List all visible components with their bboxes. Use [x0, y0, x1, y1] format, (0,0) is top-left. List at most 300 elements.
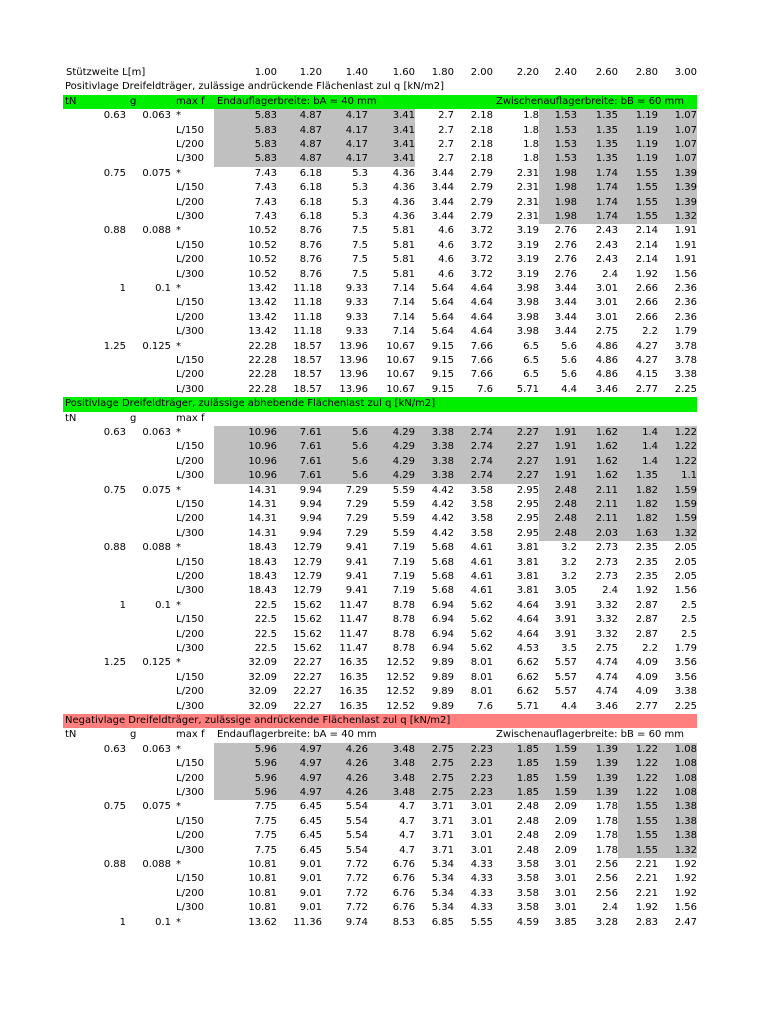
maxf-value: L/300 — [176, 700, 205, 712]
load-value: 1.91 — [539, 440, 577, 454]
load-value: 6.94 — [431, 628, 454, 640]
load-value: 8.78 — [392, 628, 415, 640]
load-value: 13.96 — [339, 383, 368, 395]
tn-value: 1 — [119, 599, 126, 611]
load-value: 3.19 — [516, 268, 539, 280]
load-value: 2.56 — [595, 873, 618, 885]
load-value: 5.34 — [431, 859, 454, 870]
load-value: 4.86 — [595, 340, 618, 352]
load-value: 3.44 — [431, 167, 454, 179]
load-value: 2.21 — [635, 859, 658, 870]
load-value: 7.14 — [392, 297, 415, 309]
load-value: 1.35 — [577, 124, 618, 138]
load-value: 15.62 — [293, 599, 322, 611]
load-value: 3.2 — [561, 542, 577, 554]
load-value: 7.5 — [352, 268, 368, 280]
load-value: 1.91 — [539, 426, 577, 440]
load-value: 12.52 — [386, 686, 415, 698]
table-row — [63, 282, 697, 296]
load-value: 1.22 — [658, 455, 697, 469]
load-value: 2.79 — [470, 196, 493, 208]
load-value: 5.81 — [392, 268, 415, 280]
load-value: 5.71 — [516, 383, 539, 395]
table-row — [63, 685, 697, 699]
load-value: 32.09 — [248, 671, 277, 683]
load-value: 2.23 — [454, 786, 493, 800]
load-value: 5.34 — [431, 887, 454, 899]
load-value: 3.46 — [595, 700, 618, 712]
load-value: 5.68 — [431, 556, 454, 568]
load-value: 2.35 — [635, 556, 658, 568]
load-value: 2.25 — [674, 700, 697, 712]
load-value: 6.62 — [516, 657, 539, 669]
load-value: 2.79 — [470, 167, 493, 179]
maxf-value: L/200 — [176, 772, 205, 784]
load-value: 4.09 — [635, 686, 658, 698]
table-row — [63, 469, 697, 483]
load-value: 2.4 — [602, 268, 618, 280]
load-value: 3.58 — [516, 859, 539, 870]
load-value: 8.78 — [392, 614, 415, 626]
g-value: 0.063 — [142, 427, 171, 438]
load-value: 2.75 — [415, 772, 454, 786]
load-value: 3.48 — [368, 772, 415, 786]
load-value: 1.22 — [658, 440, 697, 454]
load-value: 13.42 — [248, 297, 277, 309]
load-value: 1.39 — [577, 786, 618, 800]
load-value: 2.87 — [635, 599, 658, 611]
load-value: 3.01 — [595, 311, 618, 323]
column-header-row — [63, 412, 697, 426]
load-value: 4.29 — [368, 426, 415, 440]
load-value: 7.19 — [392, 556, 415, 568]
load-value: 10.52 — [248, 225, 277, 237]
load-value: 9.74 — [345, 916, 368, 928]
load-value: 1.98 — [539, 196, 577, 210]
load-value: 18.43 — [248, 585, 277, 597]
tn-value: 0.63 — [103, 110, 126, 122]
load-value: 3.38 — [674, 686, 697, 698]
table-row — [63, 901, 697, 915]
maxf-value: L/150 — [176, 499, 205, 510]
load-value: 4.97 — [277, 743, 322, 757]
maxf-value: L/200 — [176, 455, 205, 467]
load-value: 5.62 — [470, 628, 493, 640]
load-value: 2.48 — [516, 815, 539, 827]
maxf-value: * — [176, 484, 181, 496]
load-value: 2.76 — [554, 225, 577, 237]
load-value: 5.54 — [345, 844, 368, 856]
load-value: 5.3 — [352, 196, 368, 208]
load-value: 2.73 — [595, 542, 618, 554]
load-value: 3.01 — [595, 297, 618, 309]
load-value: 1.62 — [577, 469, 618, 483]
col-maxf-header: max f — [176, 95, 205, 107]
load-value: 2.48 — [539, 484, 577, 498]
load-value: 1.53 — [539, 124, 577, 138]
column-header-row — [63, 728, 697, 742]
load-value: 12.79 — [293, 585, 322, 597]
maxf-value: L/300 — [176, 585, 205, 597]
load-value: 3.32 — [595, 599, 618, 611]
load-value: 7.29 — [345, 527, 368, 539]
load-value: 7.72 — [345, 902, 368, 914]
load-value: 2.95 — [516, 513, 539, 525]
load-value: 5.6 — [561, 340, 577, 352]
load-value: 1.55 — [618, 210, 658, 224]
load-value: 1.19 — [618, 138, 658, 152]
load-value: 10.67 — [386, 369, 415, 381]
table-row — [63, 541, 697, 555]
load-value: 1.78 — [595, 815, 618, 827]
load-value: 3.48 — [368, 786, 415, 800]
load-value: 1.8 — [523, 124, 539, 136]
load-value: 8.76 — [299, 225, 322, 237]
load-value: 11.47 — [339, 599, 368, 611]
load-value: 1.92 — [674, 887, 697, 899]
section-title: Positivlage Dreifeldträger, zulässige abhebende Flächenlast zul q [kN/m2] — [65, 398, 436, 410]
load-value: 7.43 — [254, 182, 277, 194]
load-value: 7.6 — [477, 383, 493, 395]
load-value: 1.53 — [539, 138, 577, 152]
load-value: 4.4 — [561, 383, 577, 395]
span-value: 1.40 — [345, 67, 368, 78]
table-row — [63, 340, 697, 354]
load-value: 9.89 — [431, 686, 454, 698]
load-value: 3.01 — [554, 887, 577, 899]
g-value: 0.075 — [142, 484, 171, 496]
load-value: 1.56 — [674, 585, 697, 597]
load-value: 9.94 — [299, 527, 322, 539]
maxf-value: * — [176, 110, 181, 122]
load-value: 9.41 — [345, 542, 368, 554]
load-value: 3.01 — [554, 902, 577, 914]
load-value: 2.66 — [635, 311, 658, 323]
load-value: 1.19 — [618, 124, 658, 138]
load-value: 22.27 — [293, 686, 322, 698]
load-value: 1.4 — [618, 455, 658, 469]
load-value: 2.03 — [577, 527, 618, 541]
load-value: 2.18 — [470, 110, 493, 122]
load-value: 5.6 — [322, 455, 368, 469]
load-value: 22.27 — [293, 700, 322, 712]
load-value: 3.98 — [516, 283, 539, 294]
load-value: 1.38 — [658, 800, 697, 814]
load-value: 22.5 — [254, 643, 277, 654]
maxf-value: * — [176, 916, 181, 928]
load-value: 10.96 — [214, 469, 277, 483]
load-value: 4.87 — [277, 109, 322, 123]
load-value: 2.4 — [602, 902, 618, 914]
load-value: 2.75 — [415, 757, 454, 771]
load-value: 5.6 — [561, 369, 577, 381]
load-value: 1.85 — [493, 772, 539, 786]
load-value: 5.64 — [431, 326, 454, 338]
load-value: 4.87 — [277, 152, 322, 166]
maxf-value: L/300 — [176, 643, 205, 654]
load-value: 15.62 — [293, 614, 322, 626]
load-value: 3.44 — [431, 196, 454, 208]
load-value: 1.74 — [577, 181, 618, 195]
load-value: 4.26 — [322, 786, 368, 800]
table-row — [63, 253, 697, 267]
maxf-value: * — [176, 340, 181, 352]
load-value: 2.76 — [554, 268, 577, 280]
maxf-value: * — [176, 225, 181, 237]
g-value: 0.063 — [142, 110, 171, 122]
load-value: 4.36 — [392, 167, 415, 179]
table-row — [63, 296, 697, 310]
table-row — [63, 844, 697, 858]
load-value: 1.08 — [658, 772, 697, 786]
load-value: 5.6 — [322, 426, 368, 440]
load-value: 3.28 — [595, 916, 618, 928]
load-value: 1.78 — [595, 801, 618, 813]
load-value: 7.66 — [470, 355, 493, 366]
load-value: 4.33 — [470, 902, 493, 914]
load-value: 3.38 — [415, 455, 454, 469]
load-value: 6.76 — [392, 859, 415, 870]
load-value: 4.36 — [392, 196, 415, 208]
load-value: 3.41 — [368, 124, 415, 138]
load-value: 2.09 — [554, 844, 577, 856]
load-value: 2.48 — [539, 512, 577, 526]
maxf-value: L/150 — [176, 815, 205, 827]
load-value: 4.97 — [277, 786, 322, 800]
maxf-value: L/150 — [176, 873, 205, 885]
load-value: 4.64 — [516, 628, 539, 640]
maxf-value: L/300 — [176, 470, 205, 482]
load-value: 5.57 — [554, 671, 577, 683]
load-value: 13.96 — [339, 369, 368, 381]
load-value: 11.47 — [339, 614, 368, 626]
load-value: 2.05 — [674, 542, 697, 554]
load-value: 9.94 — [299, 484, 322, 496]
load-value: 10.96 — [214, 440, 277, 454]
g-value: 0.088 — [142, 542, 171, 554]
load-value: 4.42 — [431, 499, 454, 510]
load-value: 3.98 — [516, 311, 539, 323]
load-value: 5.96 — [214, 743, 277, 757]
load-value: 7.6 — [477, 700, 493, 712]
load-value: 3.72 — [470, 268, 493, 280]
load-value: 1.8 — [523, 153, 539, 165]
load-value: 5.81 — [392, 225, 415, 237]
load-value: 4.59 — [516, 916, 539, 928]
load-value: 2.27 — [493, 469, 539, 483]
load-value: 2.87 — [635, 628, 658, 640]
load-value: 3.01 — [595, 283, 618, 294]
load-value: 9.41 — [345, 556, 368, 568]
load-value: 2.77 — [635, 700, 658, 712]
load-value: 18.57 — [293, 355, 322, 366]
load-value: 12.79 — [293, 542, 322, 554]
table-row — [63, 239, 697, 253]
load-value: 5.55 — [470, 916, 493, 928]
load-value: 1.39 — [658, 196, 697, 210]
maxf-value: L/200 — [176, 887, 205, 899]
load-value: 7.43 — [254, 211, 277, 222]
load-value: 7.14 — [392, 311, 415, 323]
load-value: 1.62 — [577, 455, 618, 469]
span-value: 3.00 — [674, 67, 697, 78]
load-value: 3.44 — [431, 182, 454, 194]
g-value: 0.088 — [142, 859, 171, 870]
load-value: 10.52 — [248, 254, 277, 266]
load-value: 7.61 — [277, 455, 322, 469]
load-value: 5.54 — [345, 801, 368, 813]
load-value: 3.32 — [595, 614, 618, 626]
load-value: 16.35 — [339, 671, 368, 683]
load-value: 5.6 — [322, 469, 368, 483]
load-value: 3.56 — [674, 657, 697, 669]
load-value: 1.85 — [493, 743, 539, 757]
load-value: 5.83 — [214, 124, 277, 138]
load-value: 9.15 — [431, 355, 454, 366]
load-value: 3.91 — [554, 614, 577, 626]
load-value: 1.79 — [674, 326, 697, 338]
load-value: 4.26 — [322, 743, 368, 757]
load-value: 9.33 — [345, 283, 368, 294]
load-value: 3.78 — [674, 340, 697, 352]
load-value: 18.57 — [293, 369, 322, 381]
load-value: 5.62 — [470, 643, 493, 654]
load-value: 2.2 — [642, 643, 658, 654]
maxf-value: L/200 — [176, 139, 205, 150]
tn-value: 0.75 — [103, 167, 126, 179]
maxf-value: L/150 — [176, 182, 205, 194]
table-row — [63, 181, 697, 195]
load-value: 7.72 — [345, 859, 368, 870]
load-value: 2.09 — [554, 815, 577, 827]
load-value: 3.38 — [674, 369, 697, 381]
load-value: 15.62 — [293, 628, 322, 640]
load-value: 1.92 — [674, 873, 697, 885]
load-value: 2.18 — [470, 139, 493, 150]
load-value: 14.31 — [248, 484, 277, 496]
load-value: 2.74 — [454, 455, 493, 469]
load-value: 3.46 — [595, 383, 618, 395]
tn-value: 0.63 — [103, 743, 126, 755]
load-value: 1.98 — [539, 167, 577, 181]
load-value: 6.94 — [431, 614, 454, 626]
load-value: 11.47 — [339, 628, 368, 640]
load-value: 1.08 — [658, 757, 697, 771]
load-value: 5.68 — [431, 571, 454, 582]
load-value: 2.7 — [438, 153, 454, 165]
load-value: 2.83 — [635, 916, 658, 928]
load-value: 10.81 — [248, 859, 277, 870]
end-support-label: Endauflagerbreite: bA = 40 mm — [217, 95, 377, 107]
load-value: 3.01 — [470, 844, 493, 856]
col-g-header: g — [130, 95, 137, 107]
load-value: 1.98 — [539, 210, 577, 224]
col-tn-header: tN — [65, 729, 77, 741]
load-value: 4.61 — [470, 542, 493, 554]
load-value: 1.22 — [618, 743, 658, 757]
load-value: 4.64 — [516, 614, 539, 626]
load-value: 6.45 — [299, 830, 322, 842]
load-value: 4.4 — [561, 700, 577, 712]
section-title-row — [63, 714, 697, 728]
load-value: 5.81 — [392, 239, 415, 251]
table-row — [63, 556, 697, 570]
load-value: 2.31 — [516, 196, 539, 208]
load-value: 5.3 — [352, 182, 368, 194]
load-value: 9.89 — [431, 657, 454, 669]
load-value: 1.53 — [539, 109, 577, 123]
load-value: 1.59 — [539, 743, 577, 757]
load-value: 3.58 — [470, 527, 493, 539]
load-value: 3.01 — [470, 801, 493, 813]
load-value: 3.44 — [554, 326, 577, 338]
table-row — [63, 124, 697, 138]
load-value: 9.33 — [345, 297, 368, 309]
load-value: 5.83 — [214, 109, 277, 123]
load-value: 18.57 — [293, 340, 322, 352]
table-row — [63, 872, 697, 886]
table-row — [63, 152, 697, 166]
maxf-value: L/300 — [176, 902, 205, 914]
load-value: 6.18 — [299, 211, 322, 222]
load-value: 4.09 — [635, 671, 658, 683]
table-row — [63, 498, 697, 512]
load-value: 6.18 — [299, 196, 322, 208]
load-value: 10.96 — [214, 455, 277, 469]
load-value: 2.75 — [595, 643, 618, 654]
load-value: 22.28 — [248, 340, 277, 352]
load-value: 2.48 — [516, 830, 539, 842]
g-value: 0.1 — [155, 283, 171, 294]
maxf-value: L/150 — [176, 297, 205, 309]
load-value: 1.55 — [618, 167, 658, 181]
load-value: 18.43 — [248, 571, 277, 582]
load-value: 3.19 — [516, 239, 539, 251]
load-value: 9.01 — [299, 887, 322, 899]
maxf-value: L/300 — [176, 527, 205, 539]
load-value: 3.56 — [674, 671, 697, 683]
load-value: 9.33 — [345, 326, 368, 338]
load-value: 7.43 — [254, 167, 277, 179]
load-value: 5.3 — [352, 167, 368, 179]
table-row — [63, 772, 697, 786]
load-value: 1.4 — [618, 426, 658, 440]
maxf-value: L/200 — [176, 254, 205, 266]
span-value: 1.00 — [254, 67, 277, 78]
table-row — [63, 700, 697, 714]
load-value: 3.78 — [674, 355, 697, 366]
g-value: 0.063 — [142, 743, 171, 755]
load-value: 5.34 — [431, 873, 454, 885]
load-value: 1.32 — [658, 844, 697, 858]
load-value: 4.87 — [277, 138, 322, 152]
load-value: 4.64 — [470, 297, 493, 309]
load-value: 6.85 — [431, 916, 454, 928]
load-value: 2.48 — [539, 498, 577, 512]
load-value: 3.58 — [470, 499, 493, 510]
load-value: 7.5 — [352, 225, 368, 237]
tn-value: 0.75 — [103, 484, 126, 496]
table-row — [63, 858, 697, 872]
table-row — [63, 484, 697, 498]
load-value: 8.78 — [392, 643, 415, 654]
maxf-value: L/200 — [176, 513, 205, 525]
load-value: 2.75 — [415, 786, 454, 800]
maxf-value: L/150 — [176, 671, 205, 683]
table-row — [63, 671, 697, 685]
table-row — [63, 426, 697, 440]
load-value: 4.29 — [368, 469, 415, 483]
